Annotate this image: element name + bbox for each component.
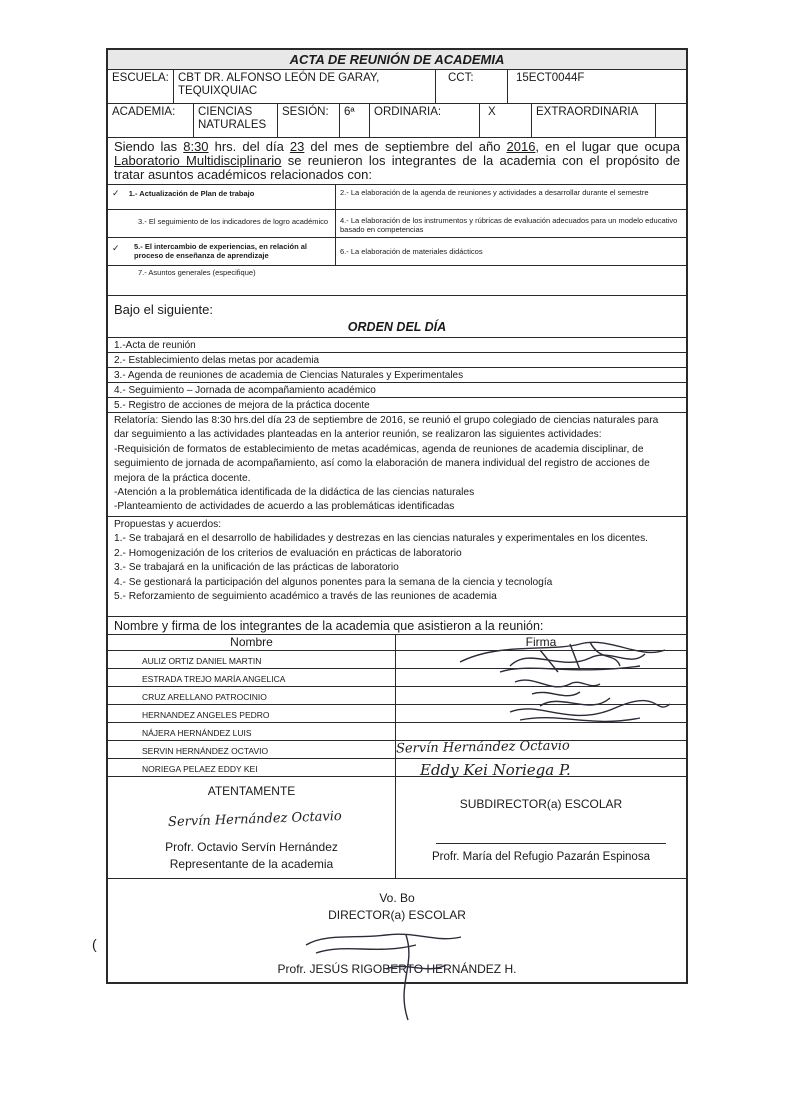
orden-item-4: 4.- Seguimiento – Jornada de acompañamiento académico — [108, 383, 686, 398]
orden-item-1: 1.-Acta de reunión — [108, 338, 686, 353]
topic-4: 4.- La elaboración de los instrumentos y rúbricas de evaluación adecuados para un modelo educativo basado en competencias — [340, 216, 678, 234]
subdirector-title: SUBDIRECTOR(a) ESCOLAR — [459, 797, 623, 811]
propuesta-line: 5.- Reforzamiento de seguimiento académico a través de las reuniones de academia — [114, 591, 497, 603]
member-name: CRUZ ARELLANO PATROCINIO — [138, 687, 396, 704]
relatoria-line: -Requisición de formatos de establecimiento de metas académicas, agenda de reuniones de academia disciplinar, de — [114, 443, 644, 455]
member-name: NORIEGA PELAEZ EDDY KEI — [138, 759, 396, 776]
subdirector-block — [396, 777, 686, 878]
academia-value: CIENCIAS NATURALES — [194, 104, 278, 137]
relatoria-line: dar seguimiento a las actividades planteadas en la anterior reunión, se realizaron las siguientes actividades: — [114, 429, 602, 441]
ordinaria-value: X — [480, 104, 532, 137]
topic-5 — [108, 238, 336, 265]
relatoria-block — [108, 413, 686, 517]
orden-item-5: 5.- Registro de acciones de mejora de la práctica docente — [108, 398, 686, 413]
orden-header — [108, 296, 686, 338]
col-firma: Firma — [525, 635, 557, 649]
topic-7: 7.- Asuntos generales (especifique) — [138, 268, 256, 277]
topic-3: 3.- El seguimiento de los indicadores de logro académico — [108, 210, 336, 237]
member-signature — [396, 651, 686, 668]
subdirector-name: Profr. María del Refugio Pazarán Espinosa — [432, 851, 650, 863]
member-name: NÁJERA HERNÁNDEZ LUIS — [138, 723, 396, 740]
orden-item-3: 3.- Agenda de reuniones de academia de Ciencias Naturales y Experimentales — [108, 368, 686, 383]
extraordinaria-value — [656, 104, 686, 137]
topic-1 — [108, 185, 336, 209]
relatoria-line: Relatoría: Siendo las 8:30 hrs.del día 23 de septiembre de 2016, se reunió el grupo colegiado de ciencias naturales para — [114, 415, 659, 426]
propuestas-block — [108, 517, 686, 617]
member-row — [108, 705, 686, 723]
member-signature — [396, 705, 686, 722]
intro-anio: 2016 — [506, 139, 536, 154]
atentamente-label: ATENTAMENTE — [207, 784, 296, 798]
firmas-title: Nombre y firma de los integrantes de la academia que asistieron a la reunión: — [114, 619, 544, 633]
ordinaria-label: ORDINARIA: — [370, 104, 480, 137]
topic-2: 2.- La elaboración de la agenda de reuniones y actividades a desarrollar durante el semestre — [340, 188, 649, 197]
director-name: Profr. JESÚS RIGOBERTO HERNÁNDEZ H. — [277, 962, 517, 976]
acta-document — [106, 48, 688, 984]
member-row — [108, 687, 686, 705]
propuestas-title: Propuestas y acuerdos: — [114, 519, 222, 530]
document-title: ACTA DE REUNIÓN DE ACADEMIA — [108, 50, 686, 69]
escuela-label: ESCUELA: — [108, 70, 174, 103]
stray-mark: ( — [92, 936, 97, 952]
intro-lugar: Laboratorio Multidisciplinario — [114, 153, 282, 168]
sesion-value: 6ª — [340, 104, 370, 137]
director-title: DIRECTOR(a) ESCOLAR — [328, 908, 466, 922]
escuela-row — [108, 70, 686, 104]
intro-text-3: del mes de septiembre del año — [310, 139, 501, 154]
escuela-value: CBT DR. ALFONSO LEÓN DE GARAY, TEQUIXQUIAC — [174, 70, 436, 103]
check-mark-icon: ✓ — [112, 188, 120, 198]
member-name: AULIZ ORTIZ DANIEL MARTIN — [138, 651, 396, 668]
member-signature — [396, 723, 686, 740]
relatoria-line: -Atención a la problemática identificada de la didáctica de las ciencias naturales — [114, 487, 475, 499]
topic-5-text: 5.- El intercambio de experiencias, en relación al proceso de enseñanza de aprendizaje — [134, 242, 307, 260]
academia-row — [108, 104, 686, 138]
orden-item-2: 2.- Establecimiento delas metas por academia — [108, 353, 686, 368]
propuesta-line: 2.- Homogenización de los criterios de evaluación en prácticas de laboratorio — [114, 547, 462, 559]
check-mark-icon: ✓ — [112, 243, 120, 253]
topics-row-4 — [108, 266, 686, 296]
member-row — [108, 651, 686, 669]
intro-hora: 8:30 — [183, 139, 209, 154]
relatoria-line: seguimiento de jornada de acompañamiento, así como la elaboración de manera individual del registro de acciones de — [114, 458, 650, 470]
topics-row-3 — [108, 238, 686, 266]
topic-1-text: 1.- Actualización de Plan de trabajo — [128, 189, 255, 198]
extraordinaria-label: EXTRAORDINARIA — [532, 104, 656, 137]
sesion-label: SESIÓN: — [278, 104, 340, 137]
topic-6: 6.- La elaboración de materiales didácticos — [340, 247, 483, 256]
topics-row-1 — [108, 184, 686, 210]
relatoria-line: -Planteamiento de actividades de acuerdo a las problemáticas identificadas — [114, 501, 455, 513]
rep-role: Representante de la academia — [169, 857, 334, 871]
intro-text-5: se reunieron los integrantes de la academia con el propósito de tratar asuntos académicos relacionados con: — [114, 153, 680, 182]
rep-name: Profr. Octavio Servín Hernández — [165, 840, 338, 854]
intro-text-2: hrs. del día — [214, 139, 284, 154]
topics-row-2 — [108, 210, 686, 238]
atentamente-block — [108, 777, 396, 878]
propuesta-line: 3.- Se trabajará en la unificación de las prácticas de laboratorio — [114, 562, 399, 574]
cct-value: 15ECT0044F — [516, 72, 585, 84]
propuesta-line: 1.- Se trabajará en el desarrollo de habilidades y destrezas en las ciencias naturales y experimentales en los dicentes. — [114, 533, 649, 545]
subdirector-sign-line — [436, 843, 666, 844]
member-name: HERNANDEZ ANGELES PEDRO — [138, 705, 396, 722]
member-signature-noriega: Eddy Kei Noriega P. — [420, 761, 571, 779]
member-name: SERVIN HERNÁNDEZ OCTAVIO — [138, 741, 396, 758]
member-row — [108, 759, 686, 777]
rep-signature: Servín Hernández Octavio — [167, 808, 343, 831]
firmas-header-row — [108, 635, 686, 651]
title-row — [108, 50, 686, 70]
member-row — [108, 669, 686, 687]
member-row — [108, 723, 686, 741]
orden-title: ORDEN DEL DÍA — [347, 320, 447, 334]
member-name: ESTRADA TREJO MARÍA ANGELICA — [138, 669, 396, 686]
vobo-label: Vo. Bo — [379, 891, 415, 905]
col-nombre: Nombre — [108, 635, 396, 650]
intro-dia: 23 — [289, 139, 305, 154]
intro-paragraph — [114, 140, 680, 182]
bajo-text: Bajo el siguiente: — [114, 302, 214, 317]
academia-label: ACADEMIA: — [108, 104, 194, 137]
firmas-title-row — [108, 617, 686, 635]
intro-text-1: Siendo las — [114, 139, 178, 154]
member-signature — [396, 669, 686, 686]
relatoria-line: mejora de la práctica docente. — [114, 472, 251, 484]
propuesta-line: 4.- Se gestionará la participación del algunos ponentes para la semana de la ciencia y tecnología — [114, 576, 553, 588]
director-block — [108, 879, 686, 984]
cct-label: CCT: — [436, 70, 508, 103]
member-signature — [396, 687, 686, 704]
member-signature-servin: Servín Hernández Octavio — [395, 738, 570, 757]
intro-text-4: , en el lugar que ocupa — [535, 139, 680, 154]
